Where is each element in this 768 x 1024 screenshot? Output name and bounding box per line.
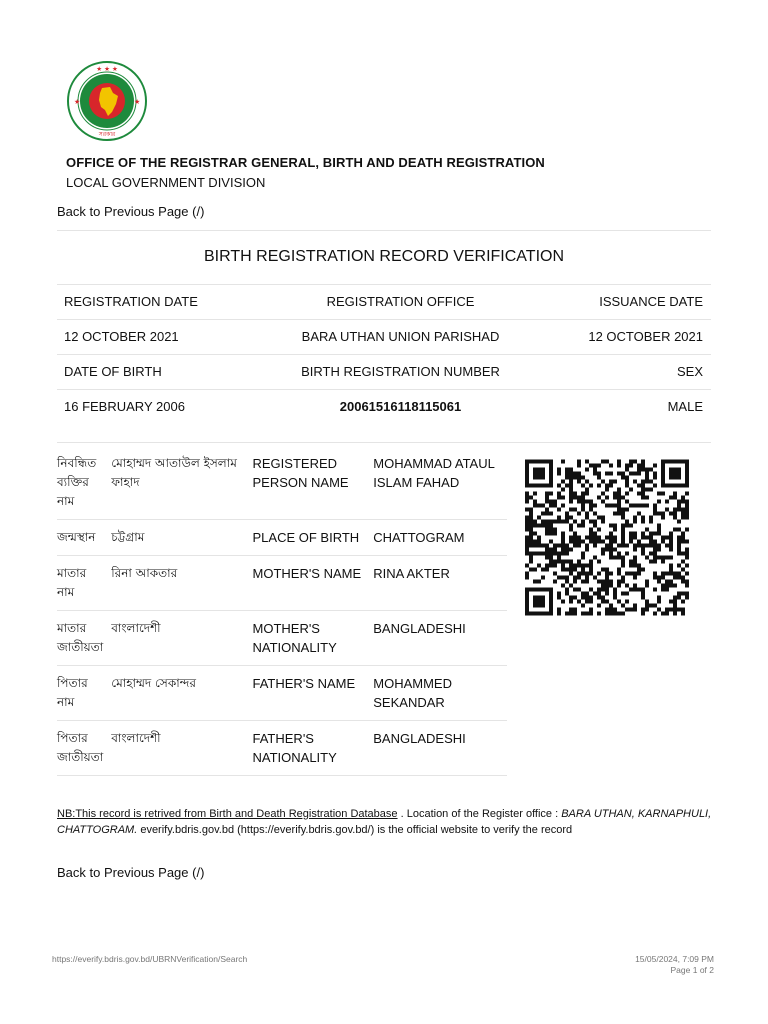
divider — [57, 230, 711, 231]
birth-registration-number-value: 20061516118115061 — [339, 399, 462, 414]
detail-row — [57, 556, 507, 611]
back-link-top[interactable]: Back to Previous Page (/) — [57, 204, 205, 219]
en-label: FATHER'S NATIONALITY — [253, 721, 374, 776]
issuance-date-label: ISSUANCE DATE — [599, 294, 703, 309]
summary-value-row-2 — [57, 389, 711, 443]
en-value: BANGLADESHI — [373, 721, 507, 776]
svg-text:★ ★ ★: ★ ★ ★ — [96, 65, 118, 73]
footer-url: https://everify.bdris.gov.bd/UBRNVerification/Search — [52, 954, 248, 964]
bn-value: মোহাম্মদ সেকান্দর — [111, 666, 252, 721]
bn-label: জন্মস্থান — [57, 520, 111, 556]
issuance-date-value: 12 OCTOBER 2021 — [588, 329, 703, 344]
detail-row — [57, 666, 507, 721]
footer-meta — [560, 954, 714, 976]
bn-label: নিবন্ধিত ব্যক্তির নাম — [57, 446, 111, 520]
bn-label: মাতার জাতীয়তা — [57, 611, 111, 666]
record-note — [57, 806, 717, 838]
detail-row — [57, 721, 507, 776]
en-label: FATHER'S NAME — [253, 666, 374, 721]
sex-label: SEX — [676, 364, 703, 379]
summary-value-row-1 — [57, 319, 711, 355]
date-of-birth-label: DATE OF BIRTH — [64, 364, 162, 379]
registration-date-label: REGISTRATION DATE — [64, 294, 198, 309]
office-title: OFFICE OF THE REGISTRAR GENERAL, BIRTH AND DEATH REGISTRATION — [66, 155, 545, 170]
detail-row — [57, 520, 507, 556]
summary-header-row-1 — [57, 284, 711, 320]
en-label: MOTHER'S NAME — [253, 556, 374, 611]
footer-page: Page 1 of 2 — [670, 965, 714, 975]
en-value: MOHAMMAD ATAUL ISLAM FAHAD — [373, 446, 507, 520]
summary-header-row-2 — [57, 354, 711, 390]
svg-text:★: ★ — [74, 98, 81, 106]
bn-value: মোহাম্মদ আতাউল ইসলাম ফাহাদ — [111, 446, 252, 520]
svg-text:★: ★ — [134, 98, 141, 106]
svg-text:সরকার: সরকার — [98, 131, 116, 138]
bn-value: বাংলাদেশী — [111, 611, 252, 666]
back-link-bottom[interactable]: Back to Previous Page (/) — [57, 865, 205, 880]
bn-label: পিতার জাতীয়তা — [57, 721, 111, 776]
qr-code — [525, 459, 689, 616]
registration-office-label: REGISTRATION OFFICE — [326, 294, 475, 309]
bn-value: বাংলাদেশী — [111, 721, 252, 776]
bn-label: মাতার নাম — [57, 556, 111, 611]
note-website-text: everify.bdris.gov.bd (https://everify.bdris.gov.bd/) is the official website to verify the record — [137, 824, 573, 836]
en-value: CHATTOGRAM — [373, 520, 507, 556]
en-label: REGISTERED PERSON NAME — [253, 446, 374, 520]
register-office-location: BARA UTHAN, KARNAPHULI, CHATTOGRAM. — [57, 808, 712, 836]
sex-value: MALE — [667, 399, 703, 414]
bn-value: রিনা আকতার — [111, 556, 252, 611]
division-title: LOCAL GOVERNMENT DIVISION — [66, 175, 266, 190]
birth-registration-number-label: BIRTH REGISTRATION NUMBER — [301, 364, 500, 379]
en-value: BANGLADESHI — [373, 611, 507, 666]
page-title: BIRTH REGISTRATION RECORD VERIFICATION — [203, 248, 565, 265]
bn-label: পিতার নাম — [57, 666, 111, 721]
en-value: MOHAMMED SEKANDAR — [373, 666, 507, 721]
bn-value: চট্টগ্রাম — [111, 520, 252, 556]
government-seal-logo — [66, 60, 148, 142]
footer-datetime: 15/05/2024, 7:09 PM — [635, 954, 714, 964]
registration-date-value: 12 OCTOBER 2021 — [64, 329, 179, 344]
note-text: . Location of the Register office : — [397, 808, 562, 820]
database-link[interactable]: NB:This record is retrived from Birth and Death Registration Database — [57, 808, 398, 820]
en-value: RINA AKTER — [373, 556, 507, 611]
en-label: MOTHER'S NATIONALITY — [253, 611, 374, 666]
detail-row — [57, 611, 507, 666]
details-table — [57, 446, 507, 776]
date-of-birth-value: 16 FEBRUARY 2006 — [64, 399, 185, 414]
en-label: PLACE OF BIRTH — [253, 520, 374, 556]
detail-row — [57, 446, 507, 520]
registration-office-value: BARA UTHAN UNION PARISHAD — [301, 329, 500, 344]
